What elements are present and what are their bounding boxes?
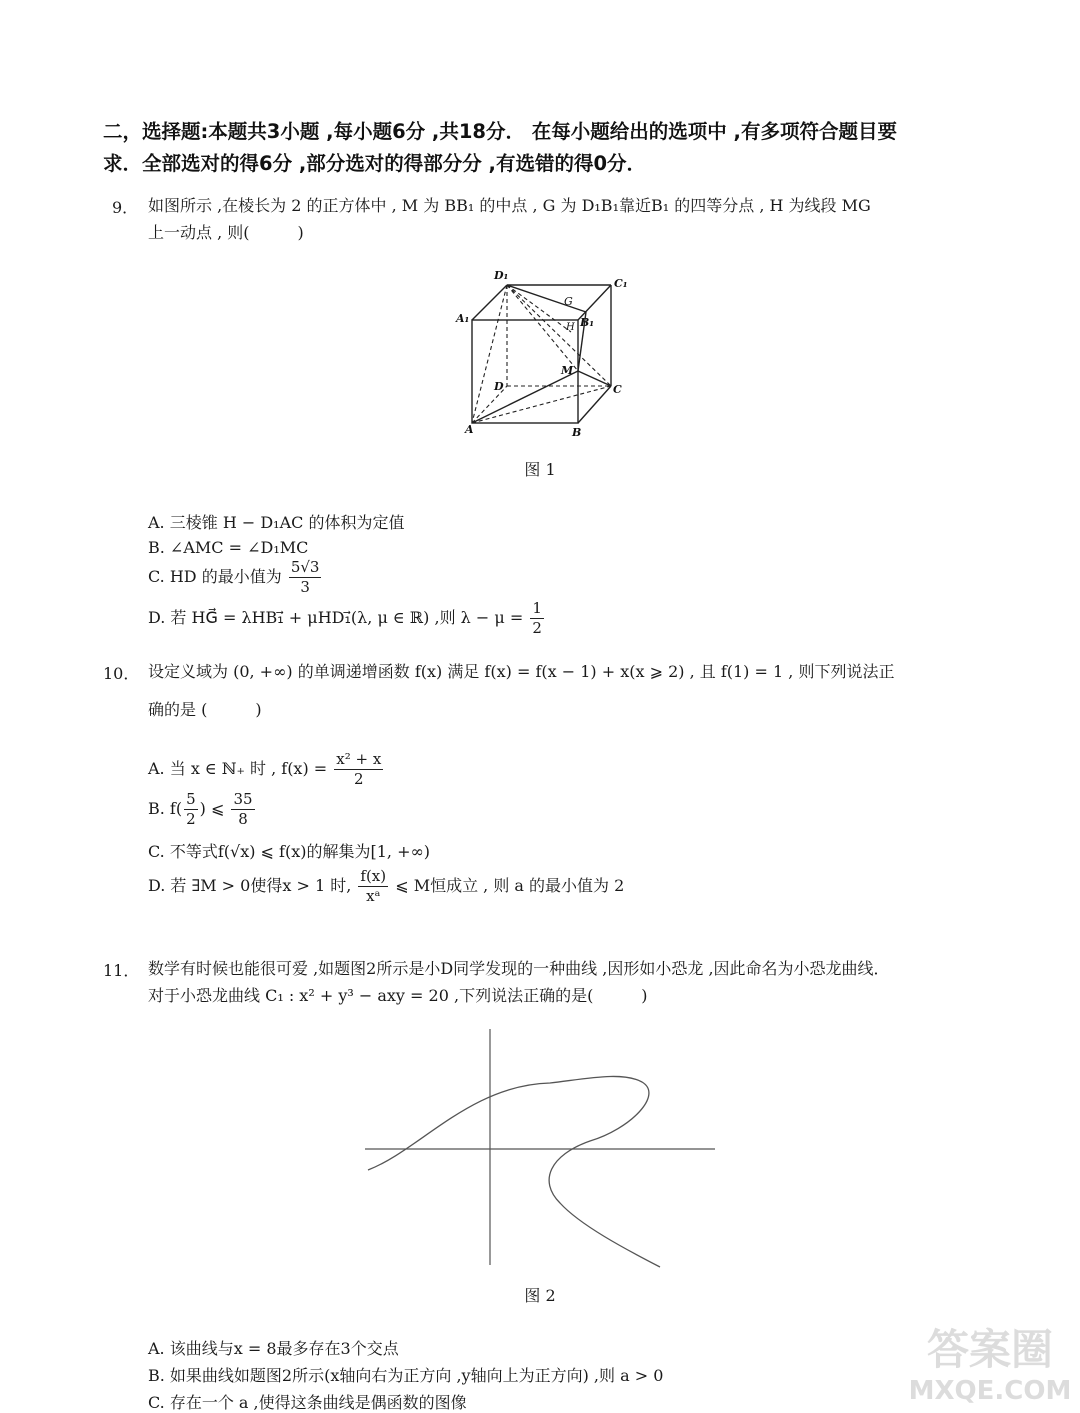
q10-option-c: C. 不等式f(√x) ⩽ f(x)的解集为[1, +∞)	[148, 842, 431, 861]
label-B: B	[572, 426, 582, 439]
q11-curve-figure	[360, 1025, 720, 1270]
q11-option-a: A. 该曲线与x = 8最多存在3个交点	[148, 1339, 399, 1358]
q9-stem	[148, 192, 980, 246]
q9-option-b: B. ∠AMC = ∠D₁MC	[148, 538, 309, 557]
q10-option-b-arg-fraction	[184, 790, 198, 829]
q10-stem	[148, 658, 980, 723]
q10-option-d	[148, 867, 624, 906]
q10-stem-line1: 设定义域为 (0, +∞) 的单调递增函数 f(x) 满足 f(x) = f(x − 1) + x(x ⩾ 2) , 且 f(1) = 1 , 则下列说法正	[148, 662, 895, 681]
dinosaur-curve	[368, 1076, 660, 1267]
label-C: C	[613, 383, 622, 396]
q9-option-d	[148, 599, 546, 638]
section-heading-line1: 二，选择题:本题共3小题 ,每小题6分 ,共18分． 在每小题给出的选项中 ,有多项符合题目要	[103, 120, 897, 143]
q11-option-c: C. 存在一个 a ,使得这条曲线是偶函数的图像	[148, 1393, 467, 1412]
fraction-numerator: f(x)	[360, 867, 387, 885]
label-D: D	[494, 380, 504, 393]
q9-stem-line2: 上一动点 , 则( )	[148, 223, 304, 242]
watermark-logo: 答案圈	[926, 1325, 1053, 1374]
label-D1: D₁	[494, 269, 509, 282]
q11-stem-line1: 数学有时候也能很可爱 ,如题图2所示是小D同学发现的一种曲线 ,因形如小恐龙 ,因此命名为小恐龙曲线．	[148, 959, 890, 978]
q9-figure-caption: 图 1	[524, 460, 556, 479]
q11-option-b: B. 如果曲线如题图2所示(x轴向右为正方向 ,y轴向上为正方向) ,则 a > 0	[148, 1366, 664, 1385]
q9-number: 9．	[112, 198, 139, 217]
fraction-numerator: 5	[186, 790, 196, 808]
q11-figure-caption: 图 2	[524, 1286, 556, 1305]
section-heading-line2: 求．全部选对的得6分 ,部分选对的得部分分 ,有选错的得0分．	[103, 152, 647, 175]
fraction-numerator: 1	[532, 599, 542, 617]
q10-number: 10．	[103, 664, 140, 683]
q10-option-a-fraction	[334, 750, 383, 789]
label-A1: A₁	[456, 312, 470, 325]
fraction-denominator: 3	[300, 578, 310, 596]
q10-option-d-text: D. 若 ∃M > 0使得x > 1 时,	[148, 876, 352, 895]
q10-option-b-text: B. f(	[148, 799, 183, 818]
q11-stem-line2: 对于小恐龙曲线 C₁ : x² + y³ − axy = 20 ,下列说法正确的是( )	[148, 986, 648, 1005]
label-A: A	[465, 423, 474, 436]
watermark-url: MXQE.COM	[908, 1376, 1072, 1406]
q9-option-c	[148, 558, 323, 597]
label-M: M	[561, 364, 574, 377]
fraction-numerator: x² + x	[336, 750, 382, 768]
label-C1: C₁	[614, 277, 628, 290]
fraction-denominator: 2	[532, 619, 542, 637]
label-G: G	[564, 295, 573, 308]
fraction-denominator: 8	[238, 810, 248, 828]
q11-number: 11．	[103, 961, 140, 980]
section-heading	[103, 116, 983, 180]
q10-option-b-fraction	[231, 790, 254, 829]
q9-option-d-text: D. 若 HG⃗ = λHB₁⃗ + μHD₁⃗(λ, μ ∈ ℝ) ,则 λ − μ =	[148, 608, 524, 627]
fraction-denominator: 2	[186, 810, 196, 828]
q9-option-c-fraction	[289, 558, 322, 597]
q9-cube-figure	[440, 262, 650, 447]
label-H: H	[566, 322, 575, 333]
q10-option-a	[148, 750, 385, 789]
q10-option-d-post: ⩽ M恒成立 , 则 a 的最小值为 2	[395, 876, 625, 895]
q10-option-b-mid: ) ⩽	[199, 799, 225, 818]
q10-option-d-fraction	[358, 867, 388, 906]
fraction-denominator: xᵃ	[366, 887, 381, 905]
label-B1: B₁	[580, 316, 595, 329]
q10-stem-line2: 确的是 ( )	[148, 700, 262, 719]
fraction-numerator: 5√3	[290, 558, 320, 576]
fraction-denominator: 2	[354, 770, 364, 788]
q9-option-d-fraction	[530, 599, 544, 638]
q11-stem	[148, 955, 980, 1009]
q9-stem-line1: 如图所示 ,在棱长为 2 的正方体中 , M 为 BB₁ 的中点 , G 为 D₁B₁靠近B₁ 的四等分点 , H 为线段 MG	[148, 196, 871, 215]
q10-option-a-text: A. 当 x ∈ ℕ₊ 时 , f(x) =	[148, 759, 328, 778]
q9-option-c-text: C. HD 的最小值为	[148, 567, 282, 586]
q10-option-b	[148, 790, 257, 829]
fraction-numerator: 35	[233, 790, 253, 808]
q9-option-a: A. 三棱锥 H − D₁AC 的体积为定值	[148, 513, 405, 532]
